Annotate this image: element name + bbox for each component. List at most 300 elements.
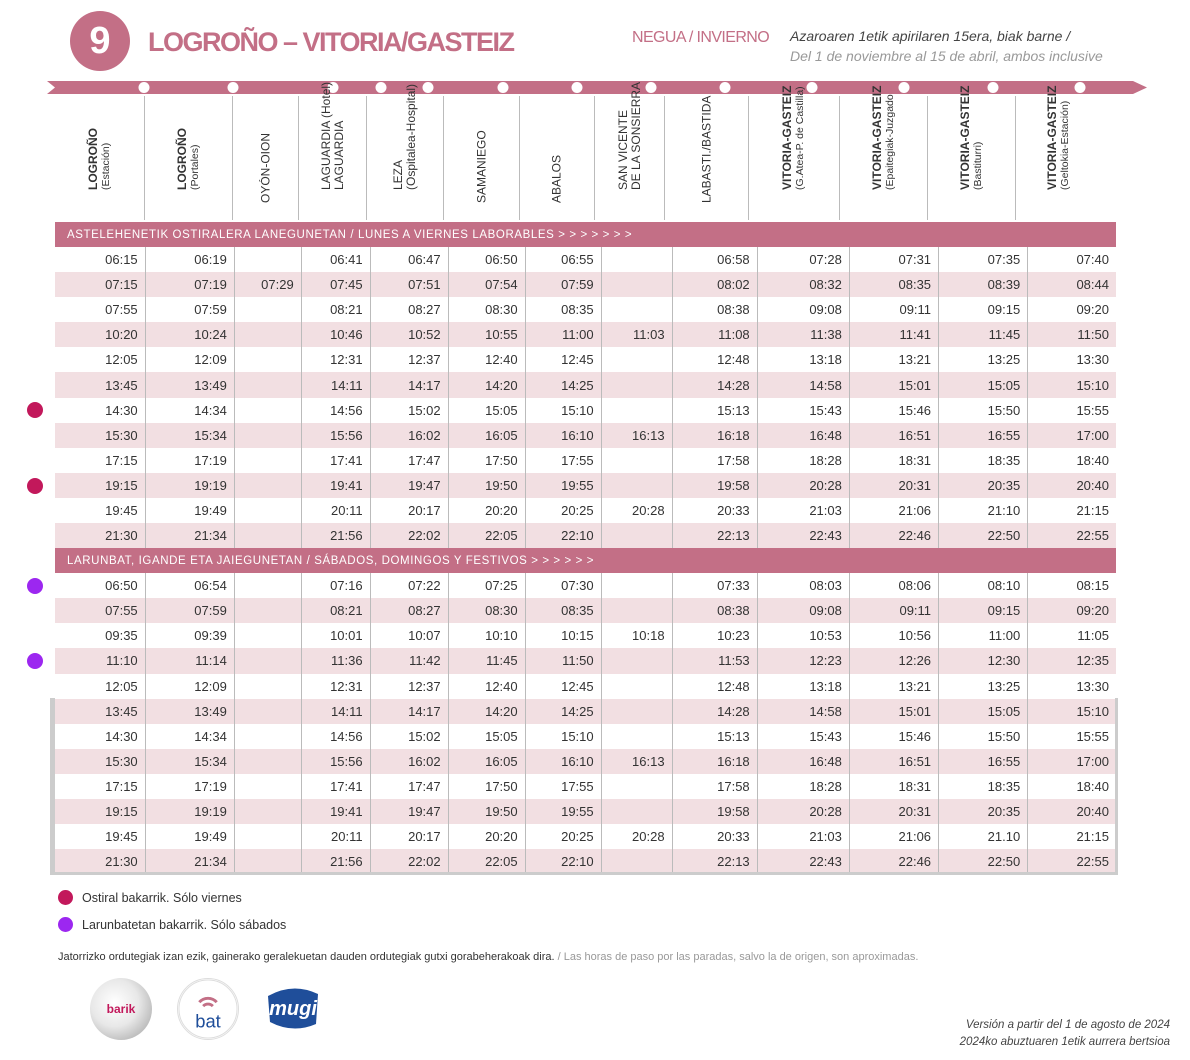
stop-label: [475, 130, 488, 203]
time-cell: 16:02: [370, 749, 448, 774]
time-cell: 18:35: [939, 448, 1028, 473]
time-cell: 19:19: [145, 473, 234, 498]
time-cell: 07:55: [105, 302, 138, 318]
time-cell: [234, 699, 301, 724]
time-cell: 10:55: [448, 322, 525, 347]
time-cell: 15:56: [301, 749, 370, 774]
time-cell: 14:28: [672, 372, 757, 397]
table-row: [55, 824, 1116, 849]
stop-label: [1046, 86, 1072, 190]
time-cell: 11:14: [145, 648, 234, 673]
time-cell: 14:56: [301, 398, 370, 423]
mugi-logo: [262, 978, 324, 1040]
time-cell: 13:18: [757, 674, 849, 699]
section-header: [55, 548, 1116, 573]
stop-name: ABALOS: [549, 154, 564, 203]
time-cell: 14:25: [525, 372, 601, 397]
time-cell: 16:55: [939, 423, 1028, 448]
time-cell: 13:21: [849, 674, 938, 699]
stop-dot: [646, 82, 657, 93]
stop-dot: [988, 82, 999, 93]
table-row: [55, 573, 1116, 598]
time-cell: [234, 648, 301, 673]
table-row: [55, 297, 1116, 322]
time-cell: [234, 347, 301, 372]
time-cell: 09:20: [1028, 297, 1116, 322]
legend-friday-label: Ostiral bakarrik. Sólo viernes: [82, 890, 242, 905]
time-cell: 20:33: [672, 498, 757, 523]
time-cell: 19:47: [370, 473, 448, 498]
time-cell: 15:50: [939, 398, 1028, 423]
stop-label: [87, 128, 113, 190]
table-row: [55, 372, 1116, 397]
time-cell: 15:50: [939, 724, 1028, 749]
time-cell: 12:48: [672, 674, 757, 699]
time-cell: 19:15: [55, 799, 145, 824]
time-cell: 17:50: [448, 774, 525, 799]
time-cell: 18:31: [849, 448, 938, 473]
time-cell: [601, 297, 672, 322]
legend-saturday: [58, 917, 286, 932]
stop-dot: [423, 82, 434, 93]
stop-name: SAN VICENTE: [615, 109, 630, 190]
time-cell: 15:56: [301, 423, 370, 448]
time-cell: 13:49: [145, 699, 234, 724]
time-cell: [234, 247, 301, 272]
time-cell: [234, 398, 301, 423]
time-cell: 19:47: [370, 799, 448, 824]
time-cell: 20:31: [849, 799, 938, 824]
time-cell: 20:25: [525, 498, 601, 523]
time-cell: 06:50: [448, 247, 525, 272]
time-cell: 17:15: [105, 452, 138, 468]
time-cell: 22:02: [370, 849, 448, 874]
stop-dot: [376, 82, 387, 93]
version-spanish: Versión a partir del 1 de agosto de 2024: [965, 1019, 1170, 1031]
time-cell: 15:02: [370, 724, 448, 749]
stop-label: [959, 86, 985, 190]
time-cell: 11:08: [672, 322, 757, 347]
time-cell: 08:38: [672, 297, 757, 322]
time-cell: 19:55: [525, 473, 601, 498]
time-cell: 12:45: [525, 674, 601, 699]
time-cell: 22:02: [370, 523, 448, 548]
time-cell: 09:11: [849, 598, 938, 623]
time-cell: 08:35: [849, 272, 938, 297]
time-cell: 20:33: [672, 824, 757, 849]
time-cell: 22:43: [757, 523, 849, 548]
barik-logo: [90, 978, 152, 1040]
time-cell: 14:30: [105, 728, 138, 744]
route-title: LOGROÑO – VITORIA/GASTEIZ: [148, 27, 514, 57]
time-cell: 11:05: [1028, 623, 1116, 648]
time-cell: 12:30: [939, 648, 1028, 673]
time-cell: [601, 347, 672, 372]
time-cell: 07:33: [672, 573, 757, 598]
time-cell: 12:26: [849, 648, 938, 673]
time-cell: 06:54: [145, 573, 234, 598]
stop-column: [839, 85, 927, 220]
time-cell: 16:13: [601, 423, 672, 448]
stop-dot: [1075, 82, 1086, 93]
time-cell: 12:35: [1028, 648, 1116, 673]
time-cell: 11:00: [939, 623, 1028, 648]
line-number-badge: [70, 11, 130, 71]
time-cell: 09:15: [939, 297, 1028, 322]
time-cell: 17:41: [301, 774, 370, 799]
time-cell: 19:45: [105, 829, 138, 845]
time-cell: 13:25: [939, 674, 1028, 699]
validity-basque: Azaroaren 1etik apirilaren 15era, biak barne /: [790, 28, 1071, 44]
time-cell: 18:40: [1028, 774, 1116, 799]
saturday-only-dot-icon: [27, 653, 43, 669]
time-cell: 06:15: [105, 252, 138, 268]
time-cell: 08:06: [849, 573, 938, 598]
stop-name: VITORIA-GASTEIZ: [957, 85, 972, 190]
time-cell: 15:13: [672, 724, 757, 749]
time-cell: 07:35: [939, 247, 1028, 272]
time-cell: 20:28: [757, 473, 849, 498]
time-cell: 21:03: [757, 824, 849, 849]
time-cell: 17:58: [672, 448, 757, 473]
time-cell: 15:46: [849, 398, 938, 423]
time-cell: 17:19: [145, 774, 234, 799]
table-row: [55, 648, 1116, 673]
stop-dot: [899, 82, 910, 93]
time-cell: 10:46: [301, 322, 370, 347]
table-row: [55, 774, 1116, 799]
time-cell: 14:17: [370, 699, 448, 724]
time-cell: 19:58: [672, 473, 757, 498]
time-cell: 22:10: [525, 849, 601, 874]
time-cell: 17:47: [370, 448, 448, 473]
time-cell: 21:34: [145, 523, 234, 548]
time-cell: [601, 674, 672, 699]
time-cell: 19:49: [145, 498, 234, 523]
time-cell: 17:15: [105, 778, 138, 794]
time-cell: 20:40: [1028, 799, 1116, 824]
time-cell: 09:08: [757, 297, 849, 322]
time-cell: 16:51: [849, 749, 938, 774]
time-cell: 15:02: [370, 398, 448, 423]
time-cell: 17:41: [301, 448, 370, 473]
table-row: [55, 423, 1116, 448]
time-cell: [601, 598, 672, 623]
time-cell: 12:40: [448, 347, 525, 372]
time-cell: 20:11: [301, 498, 370, 523]
stop-column: [232, 96, 298, 220]
time-cell: 22:50: [939, 849, 1028, 874]
time-cell: 11:00: [525, 322, 601, 347]
time-cell: [234, 573, 301, 598]
time-cell: 22:13: [672, 849, 757, 874]
time-cell: 14:11: [301, 699, 370, 724]
time-cell: 12:48: [672, 347, 757, 372]
time-cell: 19:55: [525, 799, 601, 824]
time-cell: 22:46: [849, 523, 938, 548]
time-cell: [234, 749, 301, 774]
time-cell: 12:40: [448, 674, 525, 699]
time-cell: 15:30: [55, 423, 145, 448]
time-cell: 07:55: [55, 598, 145, 623]
stop-label: [320, 82, 346, 190]
time-cell: [234, 473, 301, 498]
time-cell: 06:19: [145, 247, 234, 272]
time-cell: 15:05: [939, 699, 1028, 724]
time-cell: 07:51: [370, 272, 448, 297]
table-row: [55, 448, 1116, 473]
time-cell: 11:50: [525, 648, 601, 673]
time-cell: [601, 247, 672, 272]
time-cell: 07:25: [448, 573, 525, 598]
time-cell: [601, 699, 672, 724]
time-cell: 08:35: [525, 598, 601, 623]
time-cell: 16:18: [672, 749, 757, 774]
stop-name: VITORIA-GASTEIZ: [1045, 85, 1059, 190]
stop-dot: [498, 82, 509, 93]
time-cell: 19:15: [55, 473, 145, 498]
time-cell: 15:34: [145, 423, 234, 448]
time-cell: 18:35: [939, 774, 1028, 799]
time-cell: 19:50: [448, 799, 525, 824]
time-cell: 08:32: [757, 272, 849, 297]
time-cell: 07:19: [145, 272, 234, 297]
stop-sub: (Portales): [188, 144, 201, 190]
time-cell: 20:20: [448, 498, 525, 523]
time-cell: [234, 623, 301, 648]
time-cell: 08:44: [1028, 272, 1116, 297]
time-cell: 13:30: [1028, 347, 1116, 372]
stop-column: [55, 96, 144, 220]
time-cell: 16:13: [601, 749, 672, 774]
time-cell: [601, 372, 672, 397]
stop-label: [551, 155, 564, 203]
time-cell: 11:03: [601, 322, 672, 347]
time-cell: 11:53: [672, 648, 757, 673]
time-cell: 15:10: [1028, 699, 1116, 724]
time-cell: [601, 473, 672, 498]
time-cell: [234, 372, 301, 397]
time-cell: 16:55: [939, 749, 1028, 774]
time-cell: 07:29: [234, 272, 301, 297]
time-cell: 21:10: [939, 498, 1028, 523]
time-cell: [601, 774, 672, 799]
time-cell: 19:41: [301, 799, 370, 824]
time-cell: 20:28: [757, 799, 849, 824]
stop-column: [664, 96, 748, 220]
time-cell: 06:50: [105, 578, 138, 594]
time-cell: 07:59: [145, 297, 234, 322]
time-cell: [601, 648, 672, 673]
stop-column: [298, 81, 366, 220]
table-row: [55, 749, 1116, 774]
time-cell: 10:15: [525, 623, 601, 648]
time-cell: [601, 448, 672, 473]
friday-dot-icon: [58, 890, 73, 905]
table-row: [55, 674, 1116, 699]
time-cell: 14:34: [145, 398, 234, 423]
stop-sub: (Epaitegiak-Juzgado: [883, 94, 896, 190]
time-cell: 13:21: [849, 347, 938, 372]
time-cell: 15:55: [1028, 724, 1116, 749]
time-cell: 10:56: [849, 623, 938, 648]
time-cell: 08:27: [370, 598, 448, 623]
stop-sub: (Ospitalea-Hospital): [404, 83, 418, 190]
time-cell: 14:34: [145, 724, 234, 749]
time-cell: 12:05: [105, 352, 138, 368]
stop-column: [748, 85, 839, 220]
stop-name: OYÓN-OION: [258, 132, 272, 203]
time-cell: 06:41: [301, 247, 370, 272]
time-cell: 16:05: [448, 423, 525, 448]
stop-sub: (Estación): [99, 142, 112, 190]
time-cell: 17:19: [145, 448, 234, 473]
time-cell: 15:43: [757, 398, 849, 423]
stop-column: [443, 96, 519, 220]
stop-column: [594, 81, 664, 220]
time-cell: 07:59: [145, 598, 234, 623]
time-cell: 11:41: [849, 322, 938, 347]
time-cell: 07:28: [757, 247, 849, 272]
time-cell: 11:42: [370, 648, 448, 673]
time-cell: 10:20: [55, 322, 145, 347]
table-row: [55, 699, 1116, 724]
line-number: 9: [89, 19, 111, 62]
time-cell: 08:15: [1028, 573, 1116, 598]
table-row: [55, 347, 1116, 372]
time-cell: 15:05: [939, 372, 1028, 397]
time-cell: 20:35: [939, 799, 1028, 824]
time-cell: [234, 297, 301, 322]
time-cell: 07:54: [448, 272, 525, 297]
time-cell: 22:43: [757, 849, 849, 874]
time-cell: 09:15: [939, 598, 1028, 623]
time-cell: 15:01: [849, 372, 938, 397]
time-cell: [234, 322, 301, 347]
time-cell: [234, 774, 301, 799]
time-cell: 14:56: [301, 724, 370, 749]
time-cell: 06:47: [370, 247, 448, 272]
time-cell: 19:49: [145, 824, 234, 849]
version-info: [960, 1017, 1170, 1051]
time-cell: 22:55: [1028, 849, 1116, 874]
time-cell: 20:31: [849, 473, 938, 498]
time-cell: 16:10: [525, 749, 601, 774]
time-cell: 22:50: [939, 523, 1028, 548]
time-cell: [234, 498, 301, 523]
stop-column: [366, 83, 443, 220]
time-cell: 15:30: [55, 749, 145, 774]
time-cell: [601, 573, 672, 598]
time-cell: 07:45: [301, 272, 370, 297]
time-cell: 21:34: [145, 849, 234, 874]
time-cell: 17:47: [370, 774, 448, 799]
time-cell: 09:20: [1028, 598, 1116, 623]
time-cell: 20:25: [525, 824, 601, 849]
table-row: [55, 849, 1116, 874]
time-cell: 18:28: [757, 448, 849, 473]
time-cell: 14:20: [448, 699, 525, 724]
time-cell: 08:02: [672, 272, 757, 297]
time-cell: 14:30: [105, 402, 138, 418]
time-cell: 12:09: [145, 674, 234, 699]
legend-saturday-label: Larunbatetan bakarrik. Sólo sábados: [82, 917, 287, 932]
time-cell: 16:48: [757, 749, 849, 774]
time-cell: 20:35: [939, 473, 1028, 498]
time-cell: [601, 799, 672, 824]
friday-only-dot-icon: [27, 402, 43, 418]
time-cell: 06:55: [525, 247, 601, 272]
stop-name: SAMANIEGO: [474, 130, 488, 203]
legend-friday: [58, 890, 242, 905]
stop-label: [392, 84, 418, 190]
table-row: [55, 598, 1116, 623]
time-cell: 08:27: [370, 297, 448, 322]
time-cell: 19:58: [672, 799, 757, 824]
time-cell: 08:38: [672, 598, 757, 623]
time-cell: 13:18: [757, 347, 849, 372]
time-cell: 17:58: [672, 774, 757, 799]
stop-label: [871, 86, 897, 190]
time-cell: 07:16: [301, 573, 370, 598]
bat-logo: [177, 978, 239, 1040]
time-cell: 20:20: [448, 824, 525, 849]
time-cell: 21:15: [1028, 824, 1116, 849]
stop-column: [1015, 85, 1102, 220]
time-cell: 15:10: [1028, 372, 1116, 397]
time-cell: 15:46: [849, 724, 938, 749]
time-cell: 12:37: [370, 347, 448, 372]
stop-name: LABASTI./BASTIDA: [699, 95, 713, 203]
stop-dot: [572, 82, 583, 93]
time-cell: 10:52: [370, 322, 448, 347]
time-cell: 19:19: [145, 799, 234, 824]
time-cell: 08:30: [448, 598, 525, 623]
stop-column: [144, 96, 232, 220]
time-cell: 21:56: [301, 849, 370, 874]
stop-name: LOGROÑO: [85, 128, 100, 190]
footnote-spanish: / Las horas de paso por las paradas, salvo la de origen, son aproximadas.: [554, 951, 919, 963]
stop-column: [519, 96, 594, 220]
time-cell: 22:55: [1028, 523, 1116, 548]
time-cell: 10:23: [672, 623, 757, 648]
time-cell: 15:55: [1028, 398, 1116, 423]
time-cell: 13:49: [145, 372, 234, 397]
time-cell: 16:02: [370, 423, 448, 448]
stop-sub: (Geltokia-Estación): [1059, 100, 1071, 190]
time-cell: 21.10: [939, 824, 1028, 849]
time-cell: [601, 272, 672, 297]
time-cell: 09:11: [849, 297, 938, 322]
time-cell: 16:18: [672, 423, 757, 448]
time-cell: [234, 849, 301, 874]
time-cell: 21:03: [757, 498, 849, 523]
time-cell: [234, 799, 301, 824]
time-cell: 14:28: [672, 699, 757, 724]
time-cell: 11:36: [301, 648, 370, 673]
time-cell: 14:58: [757, 699, 849, 724]
time-cell: 10:10: [448, 623, 525, 648]
time-cell: 14:20: [448, 372, 525, 397]
time-cell: 15:10: [525, 724, 601, 749]
time-cell: 08:39: [939, 272, 1028, 297]
time-cell: 21:15: [1028, 498, 1116, 523]
time-cell: 21:06: [849, 824, 938, 849]
stop-name: VITORIA-GASTEIZ: [780, 85, 794, 190]
time-cell: 07:59: [525, 272, 601, 297]
stop-label: [617, 82, 643, 190]
barik-logo-text: barik: [106, 1002, 136, 1016]
